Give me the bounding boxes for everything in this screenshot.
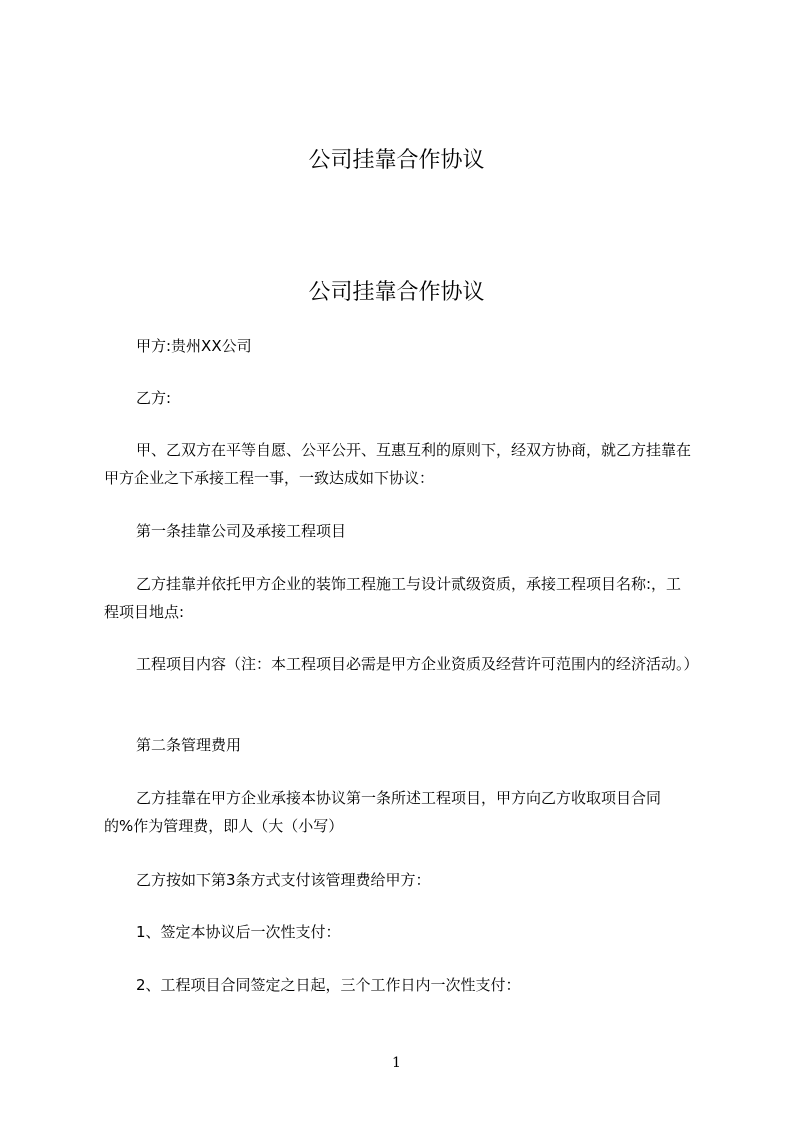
article1-heading: 第一条挂靠公司及承接工程项目 bbox=[136, 522, 347, 540]
party-b-line: 乙方: bbox=[136, 389, 172, 407]
page-number: 1 bbox=[392, 1055, 401, 1071]
party-a-line: 甲方:贵州XX公司 bbox=[136, 337, 252, 355]
article2-heading: 第二条管理费用 bbox=[136, 736, 242, 754]
document-title-main: 公司挂靠合作协议 bbox=[308, 280, 485, 305]
article1-paragraph-2: 工程项目内容（注：本工程项目必需是甲方企业资质及经营许可范围内的经济活动。） bbox=[136, 655, 699, 673]
list-item-1: 1、签定本协议后一次性支付： bbox=[136, 923, 341, 941]
article2-paragraph-2: 乙方按如下第3条方式支付该管理费给甲方： bbox=[136, 871, 431, 889]
document-title-top: 公司挂靠合作协议 bbox=[308, 148, 485, 173]
list-item-2: 2、工程项目合同签定之日起，三个工作日内一次性支付： bbox=[136, 976, 521, 994]
intro-paragraph: 甲、乙双方在平等自愿、公平公开、互惠互利的原则下，经双方协商，就乙方挂靠在甲方企业之下承接工程一事，一致达成如下协议： bbox=[104, 441, 692, 487]
article2-paragraph-1: 乙方挂靠在甲方企业承接本协议第一条所述工程项目，甲方向乙方收取项目合同的%作为管理费，即人（大（小写） bbox=[104, 789, 662, 835]
article1-paragraph-1: 乙方挂靠并依托甲方企业的装饰工程施工与设计贰级资质，承接工程项目名称:，工程项目地点: bbox=[104, 575, 682, 621]
